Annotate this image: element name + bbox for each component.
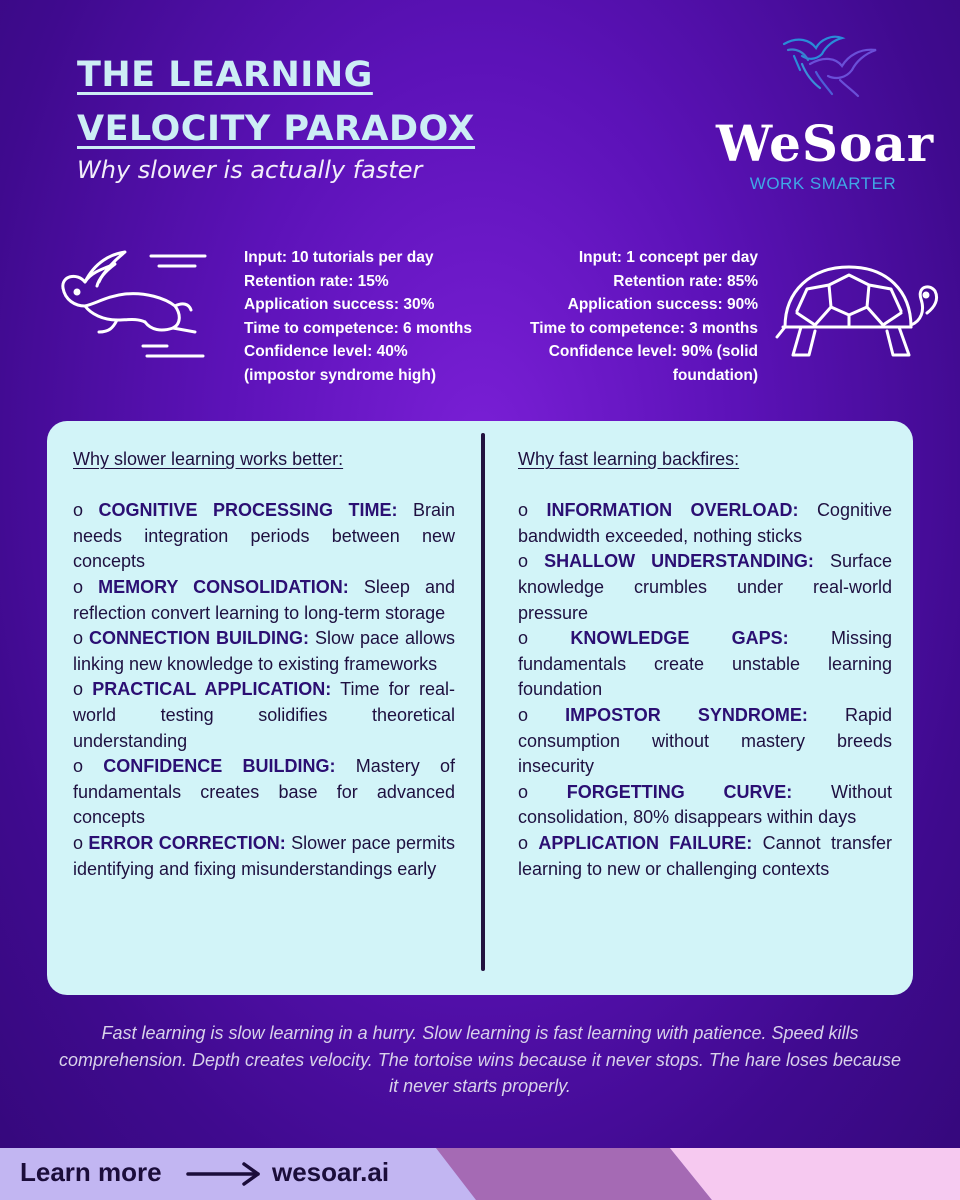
- list-item: [518, 626, 892, 703]
- list-item: [518, 498, 892, 549]
- list-item: [73, 575, 455, 626]
- bullet: o: [518, 551, 529, 572]
- item-text: Rapid consumption without mastery breeds insecurity: [518, 704, 892, 777]
- tortoise-stat: Confidence level: 90% (solid: [548, 343, 758, 360]
- birds-icon: [780, 30, 880, 102]
- fast-learning-column: [518, 447, 892, 882]
- list-item: [518, 780, 892, 831]
- list-item: [73, 626, 455, 677]
- tortoise-stat: Time to competence: 3 months: [530, 319, 758, 337]
- logo-brand: WeSoar: [716, 114, 935, 173]
- list-item: [73, 498, 455, 575]
- hare-stat: Confidence level: 40%: [244, 343, 408, 360]
- item-term: APPLICATION FAILURE:: [538, 832, 753, 853]
- slower-learning-column: [73, 447, 455, 882]
- bullet: o: [518, 832, 529, 853]
- hare-stat: Time to competence: 6 months: [244, 319, 472, 337]
- item-term: CONFIDENCE BUILDING:: [103, 756, 336, 777]
- item-text: Slower pace permits identifying and fixing misunderstandings early: [73, 832, 455, 879]
- item-term: INFORMATION OVERLOAD:: [546, 500, 799, 521]
- list-item: [518, 549, 892, 626]
- website-link[interactable]: wesoar.ai: [272, 1157, 390, 1187]
- column-divider: [481, 433, 485, 971]
- footer-bar: [0, 1148, 960, 1200]
- item-text: Brain needs integration periods between new concepts: [73, 500, 455, 572]
- bullet: o: [73, 832, 84, 853]
- item-text: Cognitive bandwidth exceeded, nothing sticks: [518, 500, 892, 546]
- item-term: IMPOSTOR SYNDROME:: [565, 704, 808, 725]
- item-text: Missing fundamentals create unstable learning foundation: [518, 628, 892, 700]
- logo-tagline: WORK SMARTER: [749, 174, 897, 193]
- learn-more-link[interactable]: Learn more: [20, 1157, 162, 1187]
- tortoise-stat: Application success: 90%: [567, 296, 758, 313]
- hare-stat: Application success: 30%: [244, 296, 435, 313]
- item-text: Slow pace allows linking new knowledge to existing frameworks: [73, 628, 455, 674]
- wesoar-logo: [710, 30, 935, 200]
- bullet: o: [518, 628, 529, 649]
- item-text: Cannot transfer learning to new or challenging contexts: [518, 832, 892, 879]
- list-item: [73, 754, 455, 831]
- item-term: MEMORY CONSOLIDATION:: [98, 576, 349, 597]
- hare-stat: (impostor syndrome high): [244, 366, 437, 384]
- bullet: o: [518, 704, 529, 725]
- hare-stats: [244, 246, 514, 387]
- item-term: CONNECTION BUILDING:: [89, 628, 309, 649]
- left-heading: Why slower learning works better:: [73, 449, 344, 469]
- item-term: SHALLOW UNDERSTANDING:: [544, 551, 814, 572]
- list-item: [518, 831, 892, 882]
- item-term: FORGETTING CURVE:: [566, 781, 793, 802]
- bullet: o: [73, 679, 84, 700]
- list-item: [73, 677, 455, 754]
- tortoise-stats: [505, 246, 758, 387]
- list-item: [518, 703, 892, 780]
- item-text: Surface knowledge crumbles under real-world pressure: [518, 551, 892, 623]
- hare-stat: Retention rate: 15%: [244, 272, 389, 290]
- item-text: Without consolidation, 80% disappears within days: [518, 781, 892, 828]
- tortoise-stat: Retention rate: 85%: [613, 272, 758, 290]
- bullet: o: [73, 576, 84, 597]
- closing-quote: Fast learning is slow learning in a hurry. Slow learning is fast learning with patience. Speed kills comprehension. Depth creates velocity. The tortoise wins because it never stops. The hare loses because it never starts properly.: [58, 1023, 902, 1096]
- right-heading: Why fast learning backfires:: [518, 449, 740, 469]
- rabbit-icon: [55, 248, 215, 358]
- item-term: PRACTICAL APPLICATION:: [92, 679, 332, 700]
- item-text: Sleep and reflection convert learning to long-term storage: [73, 576, 455, 623]
- comparison-panel: [47, 421, 913, 995]
- bullet: o: [73, 756, 84, 777]
- arrow-right-icon: [186, 1162, 262, 1186]
- bullet: o: [73, 628, 84, 649]
- title-line-2: VELOCITY PARADOX: [77, 109, 476, 149]
- subtitle: Why slower is actually faster: [77, 156, 423, 184]
- bullet: o: [73, 500, 84, 521]
- bullet: o: [518, 781, 529, 802]
- tortoise-stat: Input: 1 concept per day: [578, 249, 758, 266]
- item-text: Mastery of fundamentals creates base for advanced concepts: [73, 756, 455, 828]
- title-line-1: THE LEARNING: [77, 55, 373, 95]
- page-title: [77, 48, 475, 156]
- bullet: o: [518, 500, 529, 521]
- item-term: KNOWLEDGE GAPS:: [570, 628, 789, 649]
- list-item: [73, 831, 455, 882]
- turtle-icon: [775, 255, 939, 367]
- item-term: COGNITIVE PROCESSING TIME:: [98, 500, 398, 521]
- item-text: Time for real-world testing solidifies theoretical understanding: [73, 679, 455, 751]
- item-term: ERROR CORRECTION:: [88, 832, 286, 853]
- hare-stat: Input: 10 tutorials per day: [244, 249, 434, 266]
- tortoise-stat: foundation): [672, 366, 758, 384]
